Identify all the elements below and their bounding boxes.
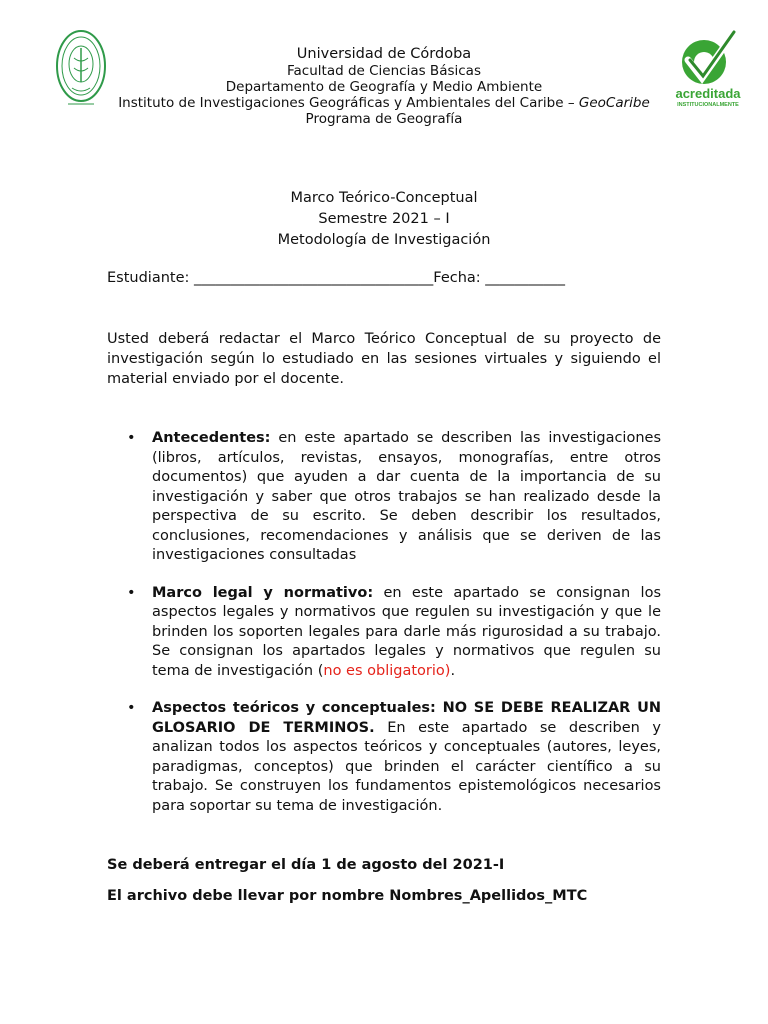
course-block xyxy=(100,188,668,251)
accreditation-logo-subtext: INSTITUCIONALMENTE xyxy=(677,102,739,108)
faculty-name: Facultad de Ciencias Básicas xyxy=(287,63,481,79)
date-blank[interactable]: ___________ xyxy=(480,270,566,286)
institute-acronym: GeoCaribe xyxy=(578,95,650,111)
bullet-icon: • xyxy=(127,430,136,446)
item-title: Marco legal y normativo: xyxy=(152,584,374,601)
accreditation-logo xyxy=(674,26,742,110)
institute-name: Instituto de Investigaciones Geográficas y Ambientales del Caribe – GeoCaribe xyxy=(118,95,650,111)
item-text: en este apartado se describen las investigaciones (libros, artículos, revistas, ensayos, monografías, entre otros documentos) que ayuden a dar cuenta de la importancia de su investigación y saber que otros trabajos se han realizado desde la perspectiva de su escrito. Se deben describir los resultados, conclusiones, recomendaciones y análisis que se deriven de las investigaciones consultadas xyxy=(152,430,661,563)
accreditation-logo-text: acreditada xyxy=(675,86,741,101)
semester: Semestre 2021 – I xyxy=(318,211,450,227)
deadline-note: Se deberá entregar el día 1 de agosto del 2021-I xyxy=(107,857,505,873)
student-date-line xyxy=(107,270,565,286)
bullet-icon: • xyxy=(127,584,136,601)
instructions-paragraph: Usted deberá redactar el Marco Teórico Conceptual de su proyecto de investigación según lo estudiado en las sesiones virtuales y siguiendo el material enviado por el docente. xyxy=(107,331,661,387)
item-title: Antecedentes: xyxy=(152,430,271,446)
program-name: Programa de Geografía xyxy=(305,111,463,127)
date-label: Fecha: xyxy=(433,270,481,286)
item-text: En este apartado se describen y analizan todos los aspectos teóricos y conceptuales (autores, leyes, paradigmas, conceptos) que brinden el carácter científico a su trabajo. Se construyen los fundamentos epistemológicos necesarios para soportar su tema de investigación. xyxy=(152,719,661,814)
university-name: Universidad de Córdoba xyxy=(296,46,472,62)
item-text: en este apartado se consignan los aspectos legales y normativos que regulen su investigación y que le brinden los soporten legales para darle más rigurosidad a su trabajo. Se consignan los apartados legales y normativos que regulen su tema de investigación ( xyxy=(152,584,661,679)
list-item-antecedentes xyxy=(107,429,661,566)
list-item-aspectos-teoricos xyxy=(107,699,661,816)
department-name: Departamento de Geografía y Medio Ambiente xyxy=(225,79,543,95)
student-label: Estudiante: xyxy=(107,270,190,286)
optional-note: no es obligatorio) xyxy=(323,662,451,679)
subject: Metodología de Investigación xyxy=(277,232,491,248)
bullet-icon: • xyxy=(127,700,136,716)
list-item-marco-legal: • Marco legal y normativo: en este apartado se consignan los aspectos legales y normativos que regulen su investigación y que le brinden los soporten legales para darle más rigurosidad a su trabajo. Se consignan los apartados legales y normativos que regulen su tema de investigación (no es obligatorio). xyxy=(127,584,661,679)
assignment-title: Marco Teórico-Conceptual xyxy=(290,190,478,206)
requirements-list xyxy=(107,429,661,834)
letterhead xyxy=(100,45,668,127)
student-blank[interactable]: _________________________________ xyxy=(189,270,434,286)
filename-note: El archivo debe llevar por nombre Nombres_Apellidos_MTC xyxy=(107,888,588,904)
item-title: Aspectos teóricos y conceptuales: NO SE DEBE REALIZAR UN GLOSARIO DE TERMINOS. xyxy=(152,700,661,736)
